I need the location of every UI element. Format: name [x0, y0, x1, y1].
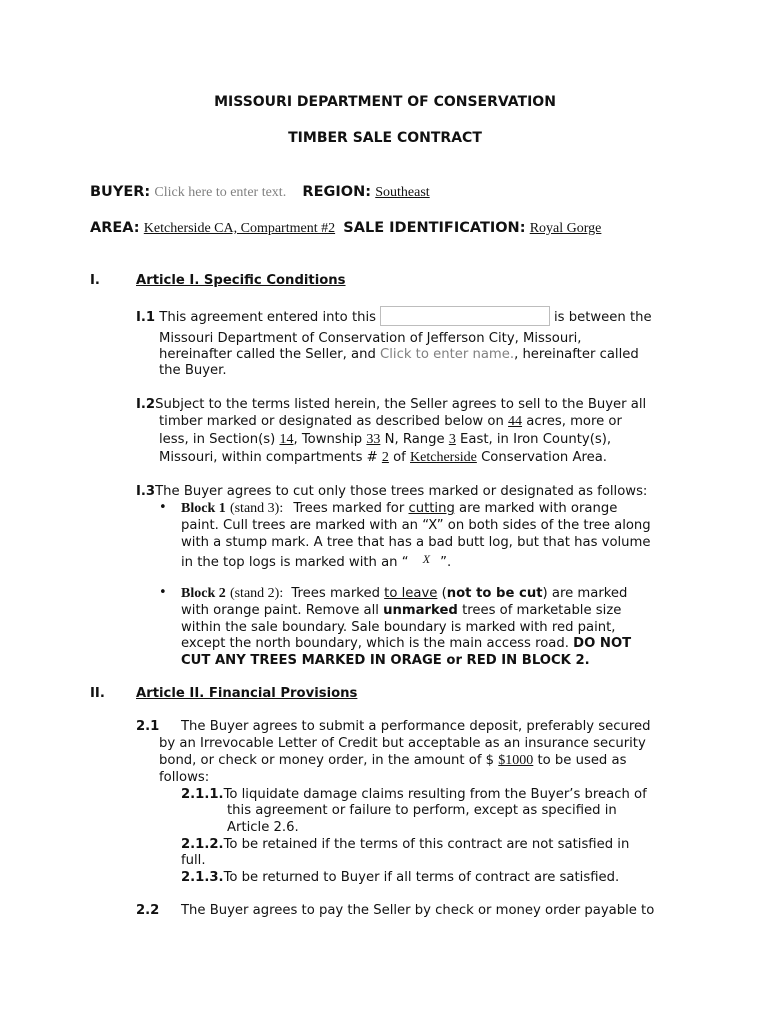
block-2-line-4: except the north boundary, which is the main access road. DO NOT — [181, 636, 632, 651]
section-1-2-line-2: timber marked or designated as described below on 44 acres, more or — [159, 414, 622, 429]
section-2-1-3-number: 2.1.3. — [181, 870, 224, 885]
block-2-line-5: CUT ANY TREES MARKED IN ORAGE or RED IN BLOCK 2. — [181, 653, 590, 668]
article-1-numeral: I. — [90, 273, 100, 288]
unmarked-term: unmarked — [383, 603, 458, 618]
section-2-2-line-1: 2.2 The Buyer agrees to pay the Seller by check or money order payable to — [136, 903, 655, 918]
region-value[interactable]: Southeast — [375, 185, 430, 200]
to-leave-term: to leave — [384, 586, 438, 601]
section-2-2-number: 2.2 — [136, 903, 160, 918]
agreement-date-field[interactable] — [380, 306, 550, 326]
block-2-label: Block 2 — [181, 586, 226, 601]
section-2-1-3-line-1: 2.1.3.To be returned to Buyer if all terms of contract are satisfied. — [181, 870, 620, 885]
region-label: REGION: — [302, 184, 372, 200]
block-1-label: Block 1 — [181, 501, 226, 516]
section-2-1-line-1: 2.1 The Buyer agrees to submit a performance deposit, preferably secured — [136, 719, 651, 734]
section-2-1-2-number: 2.1.2. — [181, 837, 224, 852]
contract-title: TIMBER SALE CONTRACT — [288, 130, 482, 146]
block-1-line-2: paint. Cull trees are marked with an “X” on both sides of the tree along — [181, 518, 651, 533]
section-2-1-line-2: by an Irrevocable Letter of Credit but acceptable as an insurance security — [159, 736, 646, 751]
section-1-1-line-4: the Buyer. — [159, 363, 227, 378]
buyer-region-line — [90, 184, 430, 201]
deposit-amount-value[interactable]: $1000 — [498, 753, 534, 768]
section-1-1-line-1: I.1 This agreement entered into this is between the — [136, 306, 652, 326]
area-label: AREA: — [90, 220, 140, 236]
block-1-line-1: Block 1 (stand 3): Trees marked for cutting are marked with orange — [181, 501, 618, 516]
sale-id-value[interactable]: Royal Gorge — [529, 221, 602, 236]
block-2-line-1: Block 2 (stand 2): Trees marked to leave (not to be cut) are marked — [181, 586, 628, 601]
block-2-stand: (stand 2): — [229, 586, 284, 601]
compartment-value[interactable]: 2 — [381, 450, 389, 465]
block-2-line-2: with orange paint. Remove all unmarked trees of marketable size — [181, 603, 622, 618]
block-1-line-3: with a stump mark. A tree that has a bad butt log, but that has volume — [181, 535, 651, 550]
section-1-3-number: I.3 — [136, 484, 156, 499]
agency-title: MISSOURI DEPARTMENT OF CONSERVATION — [214, 94, 556, 110]
area-value[interactable]: Ketcherside CA, Compartment #2 — [143, 221, 336, 236]
section-2-1-1-line-3: Article 2.6. — [227, 820, 299, 835]
section-1-2-line-1: I.2Subject to the terms listed herein, the Seller agrees to sell to the Buyer all — [136, 397, 647, 412]
section-1-1-line-3: hereinafter called the Seller, and Click to enter name., hereinafter called — [159, 347, 639, 362]
article-2-numeral: II. — [90, 686, 105, 701]
buyer-label: BUYER: — [90, 184, 151, 200]
section-1-2-number: I.2 — [136, 397, 156, 412]
block-1-bullet: • — [159, 500, 167, 515]
section-2-1-line-4: follows: — [159, 770, 210, 785]
section-1-2-line-4: Missouri, within compartments # 2 of Ketcherside Conservation Area. — [159, 450, 607, 465]
section-2-1-1-number: 2.1.1. — [181, 787, 224, 802]
section-1-3-line-1: I.3The Buyer agrees to cut only those trees marked or designated as follows: — [136, 484, 648, 499]
section-2-1-2-line-1: 2.1.2.To be retained if the terms of this contract are not satisfied in — [181, 837, 630, 852]
section-1-2-line-3: less, in Section(s) 14, Township 33 N, Range 3 East, in Iron County(s), — [159, 432, 612, 447]
block-1-line-4: in the top logs is marked with an “ X ”. — [181, 552, 452, 570]
stump-mark-symbol: X — [422, 552, 431, 566]
section-2-1-1-line-2: this agreement or failure to perform, except as specified in — [227, 803, 617, 818]
block-2-bullet: • — [159, 585, 167, 600]
buyer-name-field[interactable]: Click to enter name. — [380, 347, 515, 362]
article-1-title: Article I. Specific Conditions — [136, 273, 346, 288]
section-1-1-line-2: Missouri Department of Conservation of Jefferson City, Missouri, — [159, 331, 582, 346]
not-to-be-cut-term: not to be cut — [446, 586, 543, 601]
cutting-term: cutting — [408, 501, 455, 516]
buyer-field[interactable]: Click here to enter text. — [154, 185, 287, 200]
township-value[interactable]: 33 — [366, 432, 381, 447]
acres-value[interactable]: 44 — [508, 414, 523, 429]
block-2-line-3: within the sale boundary. Sale boundary is marked with red paint, — [181, 620, 616, 635]
range-value[interactable]: 3 — [448, 432, 456, 447]
article-2-title: Article II. Financial Provisions — [136, 686, 358, 701]
section-value[interactable]: 14 — [279, 432, 294, 447]
conservation-area-value[interactable]: Ketcherside — [410, 450, 477, 465]
section-2-1-1-line-1: 2.1.1.To liquidate damage claims resulting from the Buyer’s breach of — [181, 787, 647, 802]
section-2-1-number: 2.1 — [136, 719, 160, 734]
block-1-stand: (stand 3): — [229, 501, 284, 516]
sale-id-label: SALE IDENTIFICATION: — [343, 220, 526, 236]
section-2-1-2-line-2: full. — [181, 853, 206, 868]
section-2-1-line-3: bond, or check or money order, in the amount of $ $1000 to be used as — [159, 753, 627, 768]
section-1-1-number: I.1 — [136, 310, 156, 325]
area-sale-line — [90, 220, 601, 237]
